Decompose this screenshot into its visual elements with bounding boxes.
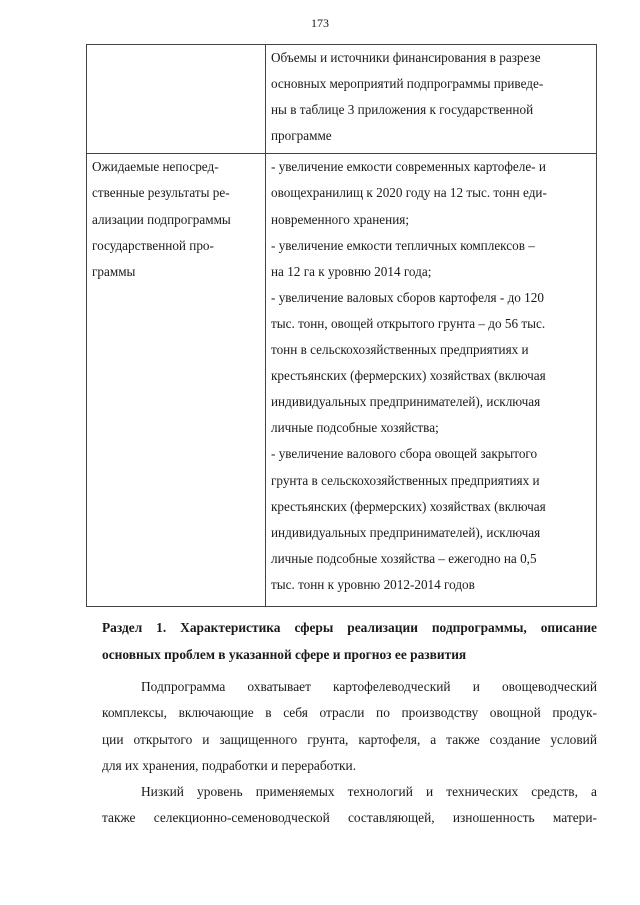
paragraph xyxy=(102,779,597,832)
text-line: - увеличение валовых сборов картофеля - до 120 xyxy=(271,289,544,305)
text-line: крестьянских (фермерских) хозяйствах (включая xyxy=(271,368,546,384)
text-line: граммы xyxy=(92,263,136,279)
passport-table xyxy=(86,44,597,607)
table-row xyxy=(87,45,597,154)
text-line: тыс. тонн, овощей открытого грунта – до 56 тыс. xyxy=(271,315,546,331)
text-line: Подпрограмма охватывает картофелеводческий и овощеводческий xyxy=(141,679,597,694)
text-line: личные подсобные хозяйства; xyxy=(271,420,439,436)
text-line: - увеличение валового сбора овощей закрытого xyxy=(271,446,538,462)
text-line: Низкий уровень применяемых технологий и технических средств, а xyxy=(141,784,597,799)
text-line: также селекционно-семеноводческой составляющей, изношенность матери- xyxy=(102,810,597,826)
section-heading xyxy=(102,614,597,668)
text-line: Ожидаемые непосред- xyxy=(92,159,219,175)
text-line: тыс. тонн к уровню 2012-2014 годов xyxy=(271,576,475,592)
text-line: овощехранилищ к 2020 году на 12 тыс. тонн еди- xyxy=(271,185,547,201)
text-line: новременного хранения; xyxy=(271,211,409,227)
table-cell-label xyxy=(87,45,266,154)
text-line: индивидуальных предпринимателей), исключая xyxy=(271,394,541,410)
cell-text xyxy=(271,45,591,153)
text-line: - увеличение емкости тепличных комплексов – xyxy=(271,237,535,253)
text-line: тонн в сельскохозяйственных предприятиях и xyxy=(271,342,529,358)
text-line: государственной про- xyxy=(92,237,214,253)
table-cell-label xyxy=(87,154,266,607)
text-line: ны в таблице 3 приложения к государственной xyxy=(271,102,534,118)
text-line: грунта в сельскохозяйственных предприятиях и xyxy=(271,472,540,488)
table-row xyxy=(87,154,597,607)
cell-text xyxy=(92,154,260,292)
text-line: ализации подпрограммы xyxy=(92,211,231,227)
heading-line: основных проблем в указанной сфере и прогноз ее развития xyxy=(102,647,467,662)
page-number: 173 xyxy=(311,16,329,30)
text-line: личные подсобные хозяйства – ежегодно на 0,5 xyxy=(271,550,537,566)
text-line: Объемы и источники финансирования в разрезе xyxy=(271,50,541,65)
text-line: крестьянских (фермерских) хозяйствах (включая xyxy=(271,498,546,514)
table-cell-value xyxy=(266,45,597,154)
text-line: основных мероприятий подпрограммы приведе- xyxy=(271,76,544,92)
cell-text xyxy=(271,154,591,606)
text-line: на 12 га к уровню 2014 года; xyxy=(271,263,432,279)
text-line: программе xyxy=(271,128,332,144)
text-line: - увеличение емкости современных картофеле- и xyxy=(271,159,546,175)
text-line: для их хранения, подработки и переработки. xyxy=(102,757,357,773)
text-line: ственные результаты ре- xyxy=(92,185,230,201)
cell-text xyxy=(92,45,260,49)
text-line: комплексы, включающие в себя отрасли по производству овощной продук- xyxy=(102,705,597,721)
text-line: индивидуальных предпринимателей), исключая xyxy=(271,524,541,540)
text-line: ции открытого и защищенного грунта, картофеля, а также создание условий xyxy=(102,731,597,747)
paragraph xyxy=(102,674,597,779)
table-cell-value xyxy=(266,154,597,607)
heading-line: Раздел 1. Характеристика сферы реализации подпрограммы, описание xyxy=(102,620,597,635)
